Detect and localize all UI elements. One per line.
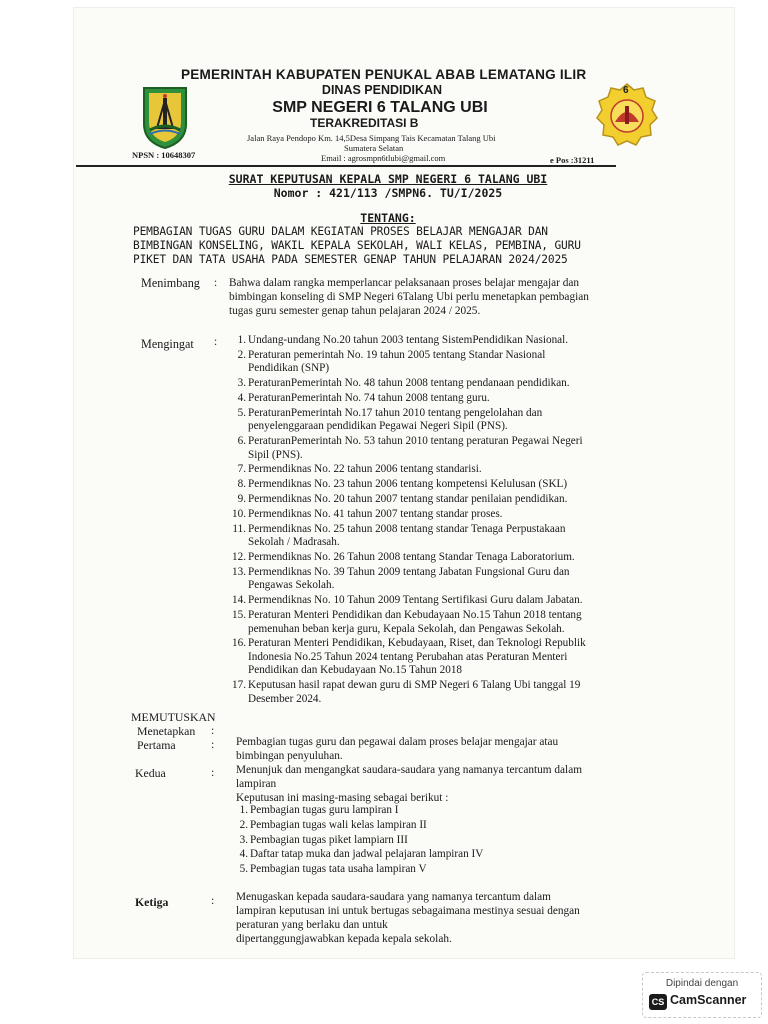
mengingat-item bbox=[228, 392, 628, 406]
letterhead-divider bbox=[76, 165, 616, 167]
mengingat-item-text: Permendiknas No. 20 tahun 2007 tentang standar penilaian pendidikan. bbox=[248, 493, 568, 506]
mengingat-label: Mengingat bbox=[141, 337, 194, 351]
kedua-item-number: 3. bbox=[239, 833, 248, 846]
mengingat-item-text: Pendidikan dan Kebudayaan No.15 Tahun 2018 bbox=[248, 664, 463, 677]
letterhead-province: Sumatera Selatan bbox=[344, 143, 404, 153]
decree-number: Nomor : 421/113 /SMPN6. TU/I/2025 bbox=[273, 186, 503, 200]
mengingat-item-text: Permendiknas No. 25 tahun 2008 tentang standar Tenaga Perpustakaan bbox=[248, 522, 566, 535]
letterhead-government: PEMERINTAH KABUPATEN PENUKAL ABAB LEMATANG ILIR bbox=[181, 67, 587, 82]
mengingat-item bbox=[228, 349, 628, 376]
kedua-item-text: Pembagian tugas guru lampiran I bbox=[250, 804, 399, 816]
mengingat-item bbox=[228, 609, 628, 636]
kedua-item-number: 5. bbox=[239, 863, 248, 876]
kedua-item-text: Pembagian tugas wali kelas lampiran II bbox=[250, 818, 427, 831]
pertama-label: Pertama bbox=[137, 738, 176, 752]
kedua-list bbox=[230, 804, 630, 878]
mengingat-item-text: Sekolah / Madrasah. bbox=[248, 536, 340, 549]
menetapkan-label: Menetapkan bbox=[137, 724, 196, 738]
decree-title: SURAT KEPUTUSAN KEPALA SMP NEGERI 6 TALANG UBI bbox=[228, 172, 548, 186]
mengingat-item bbox=[228, 637, 628, 678]
mengingat-item-number: 14. bbox=[232, 594, 246, 607]
letterhead-school-name: SMP NEGERI 6 TALANG UBI bbox=[272, 99, 488, 116]
mengingat-item bbox=[228, 435, 628, 462]
ketiga-line-3: peraturan yang berlaku dan untuk bbox=[236, 919, 388, 931]
mengingat-item-number: 4. bbox=[237, 391, 246, 404]
pertama-line-2: bimbingan penyuluhan. bbox=[236, 750, 343, 762]
pertama-line-1: Pembagian tugas guru dan pegawai dalam proses belajar mengajar atau bbox=[236, 736, 559, 748]
mengingat-item-text: Permendiknas No. 39 Tahun 2009 tentang Jabatan Fungsional Guru dan bbox=[248, 565, 570, 578]
ketiga-line-1: Menugaskan kepada saudara-saudara yang namanya tercantum dalam bbox=[236, 891, 551, 903]
mengingat-item-number: 3. bbox=[237, 377, 246, 390]
mengingat-item-number: 9. bbox=[237, 493, 246, 506]
pertama-colon: : bbox=[211, 737, 215, 751]
mengingat-item bbox=[228, 478, 628, 492]
mengingat-item-text: Pendidikan (SNP) bbox=[248, 362, 330, 375]
mengingat-item bbox=[228, 407, 628, 434]
mengingat-item-text: Pengawas Sekolah. bbox=[248, 579, 335, 592]
menimbang-line-3: tugas guru semester genap tahun pelajaran 2024 / 2025. bbox=[229, 305, 481, 317]
menimbang-label: Menimbang bbox=[141, 276, 200, 290]
mengingat-item-text: PeraturanPemerintah No.17 tahun 2010 tentang pengelolahan dan bbox=[248, 406, 543, 419]
mengingat-item-text: penyelenggaraan pendidikan Pegawai Negeri Sipil (PNS). bbox=[248, 420, 508, 433]
mengingat-item-text: pemenuhan beban kerja guru, Kepala Sekolah, dan Pengawas Sekolah. bbox=[248, 622, 565, 635]
mengingat-item-text: Indonesia No.25 Tahun 2024 tentang Perubahan atas Peraturan Menteri bbox=[248, 650, 568, 663]
regency-emblem-logo bbox=[140, 86, 190, 150]
mengingat-item bbox=[228, 566, 628, 593]
mengingat-colon: : bbox=[214, 336, 218, 348]
kedua-item bbox=[230, 863, 630, 877]
mengingat-item-text: PeraturanPemerintah No. 53 tahun 2010 tentang peraturan Pegawai Negeri bbox=[248, 435, 583, 448]
mengingat-item-number: 12. bbox=[232, 550, 246, 563]
mengingat-item-number: 1. bbox=[237, 334, 246, 346]
mengingat-item-number: 15. bbox=[232, 608, 246, 621]
mengingat-item-number: 7. bbox=[237, 463, 246, 476]
mengingat-item-number: 16. bbox=[232, 637, 246, 650]
kedua-line-1: Menunjuk dan mengangkat saudara-saudara yang namanya tercantum dalam bbox=[236, 764, 582, 776]
kedua-item-text: Daftar tatap muka dan jadwal pelajaran lampiran IV bbox=[250, 848, 484, 861]
kedua-item bbox=[230, 834, 630, 848]
school-logo bbox=[596, 82, 658, 152]
mengingat-item-number: 11. bbox=[232, 522, 246, 535]
kedua-line-3: Keputusan ini masing-masing sebagai berikut : bbox=[236, 792, 449, 804]
mengingat-item-text: Peraturan Menteri Pendidikan, Kebudayaan, Riset, dan Teknologi Republik bbox=[248, 637, 586, 650]
mengingat-list bbox=[228, 334, 628, 708]
mengingat-item-text: PeraturanPemerintah No. 74 tahun 2008 tentang guru. bbox=[248, 391, 490, 404]
mengingat-item-number: 17. bbox=[232, 679, 246, 692]
mengingat-item-number: 8. bbox=[237, 478, 246, 491]
mengingat-item bbox=[228, 679, 628, 706]
mengingat-item-text: Permendiknas No. 10 Tahun 2009 Tentang Sertifikasi Guru dalam Jabatan. bbox=[248, 594, 583, 607]
kedua-item-number: 1. bbox=[239, 804, 248, 816]
menimbang-line-1: Bahwa dalam rangka memperlancar pelaksanaan proses belajar mengajar dan bbox=[229, 277, 580, 289]
mengingat-item-number: 6. bbox=[237, 435, 246, 448]
mengingat-item bbox=[228, 551, 628, 565]
memutuskan-label: MEMUTUSKAN bbox=[131, 710, 216, 724]
ketiga-line-4: dipertanggungjawabkan kepada kepala sekolah. bbox=[236, 933, 452, 945]
letterhead-agency: DINAS PENDIDIKAN bbox=[321, 83, 443, 97]
ketiga-label: Ketiga bbox=[135, 895, 169, 909]
kedua-item bbox=[230, 819, 630, 833]
kedua-item-text: Pembagian tugas piket lampiarn III bbox=[250, 833, 408, 846]
mengingat-item-text: Permendiknas No. 41 tahun 2007 tentang standar proses. bbox=[248, 507, 503, 520]
watermark-scanned-with: Dipindai dengan bbox=[665, 978, 739, 989]
ketiga-colon: : bbox=[211, 893, 215, 907]
letterhead-address: Jalan Raya Pendopo Km. 14,5Desa Simpang Tais Kecamatan Talang Ubi bbox=[247, 133, 496, 143]
about-line-1: PEMBAGIAN TUGAS GURU DALAM KEGIATAN PROSES BELAJAR MENGAJAR DAN bbox=[133, 225, 548, 238]
mengingat-item-text: Permendiknas No. 22 tahun 2006 tentang standarisi. bbox=[248, 463, 482, 476]
mengingat-item-text: Peraturan Menteri Pendidikan dan Kebudayaan No.15 Tahun 2018 tentang bbox=[248, 608, 582, 621]
kedua-item-text: Pembagian tugas tata usaha lampiran V bbox=[250, 863, 427, 876]
mengingat-item-text: PeraturanPemerintah No. 48 tahun 2008 tentang pendanaan pendidikan. bbox=[248, 377, 570, 390]
letterhead-npsn: NPSN : 10648307 bbox=[132, 150, 196, 160]
letterhead-postal-code: e Pos :31211 bbox=[550, 155, 595, 165]
camscanner-watermark bbox=[642, 972, 762, 1018]
ketiga-line-2: lampiran keputusan ini untuk bertugas sebagaimana mestinya sesuai dengan bbox=[236, 905, 580, 917]
kedua-colon: : bbox=[211, 765, 215, 779]
menimbang-line-2: bimbingan konseling di SMP Negeri 6Talang Ubi perlu menetapkan pembagian bbox=[229, 291, 589, 303]
menimbang-colon: : bbox=[214, 277, 218, 289]
about-line-2: BIMBINGAN KONSELING, WAKIL KEPALA SEKOLAH, WALI KELAS, PEMBINA, GURU bbox=[133, 239, 581, 252]
kedua-item-number: 4. bbox=[239, 848, 248, 861]
mengingat-item bbox=[228, 493, 628, 507]
about-line-3: PIKET DAN TATA USAHA PADA SEMESTER GENAP TAHUN PELAJARAN 2024/2025 bbox=[133, 253, 568, 266]
mengingat-item bbox=[228, 508, 628, 522]
school-logo-number: 6 bbox=[623, 85, 629, 96]
kedua-item-number: 2. bbox=[239, 818, 248, 831]
menetapkan-colon: : bbox=[211, 723, 215, 737]
mengingat-item-text: Desember 2024. bbox=[248, 692, 322, 705]
mengingat-item-number: 13. bbox=[232, 565, 246, 578]
mengingat-item-text: Peraturan pemerintah No. 19 tahun 2005 tentang Standar Nasional bbox=[248, 348, 546, 361]
watermark-brand: CamScanner bbox=[670, 993, 747, 1007]
kedua-label: Kedua bbox=[135, 766, 166, 780]
camscanner-logo-icon: CS bbox=[649, 994, 667, 1010]
mengingat-item-number: 2. bbox=[237, 348, 246, 361]
mengingat-item bbox=[228, 463, 628, 477]
kedua-item bbox=[230, 804, 630, 818]
kedua-item bbox=[230, 848, 630, 862]
mengingat-item bbox=[228, 377, 628, 391]
mengingat-item-number: 10. bbox=[232, 507, 246, 520]
mengingat-item-text: Permendiknas No. 23 tahun 2006 tentang kompetensi Kelulusan (SKL) bbox=[248, 478, 568, 491]
mengingat-item bbox=[228, 523, 628, 550]
mengingat-item-text: Sipil (PNS). bbox=[248, 448, 303, 461]
kedua-line-2: lampiran bbox=[236, 778, 277, 790]
mengingat-item bbox=[228, 334, 628, 348]
letterhead-accreditation: TERAKREDITASI B bbox=[310, 116, 419, 130]
about-label: TENTANG: bbox=[360, 211, 416, 225]
mengingat-item-number: 5. bbox=[237, 406, 246, 419]
mengingat-item-text: Undang-undang No.20 tahun 2003 tentang SistemPendidikan Nasional. bbox=[248, 334, 569, 346]
mengingat-item-text: Permendiknas No. 26 Tahun 2008 tentang Standar Tenaga Laboratorium. bbox=[248, 550, 575, 563]
mengingat-item bbox=[228, 594, 628, 608]
mengingat-item-text: Keputusan hasil rapat dewan guru di SMP Negeri 6 Talang Ubi tanggal 19 bbox=[248, 679, 581, 692]
letterhead-email: Email : agrosmpn6tlubi@gmail.com bbox=[321, 153, 446, 163]
